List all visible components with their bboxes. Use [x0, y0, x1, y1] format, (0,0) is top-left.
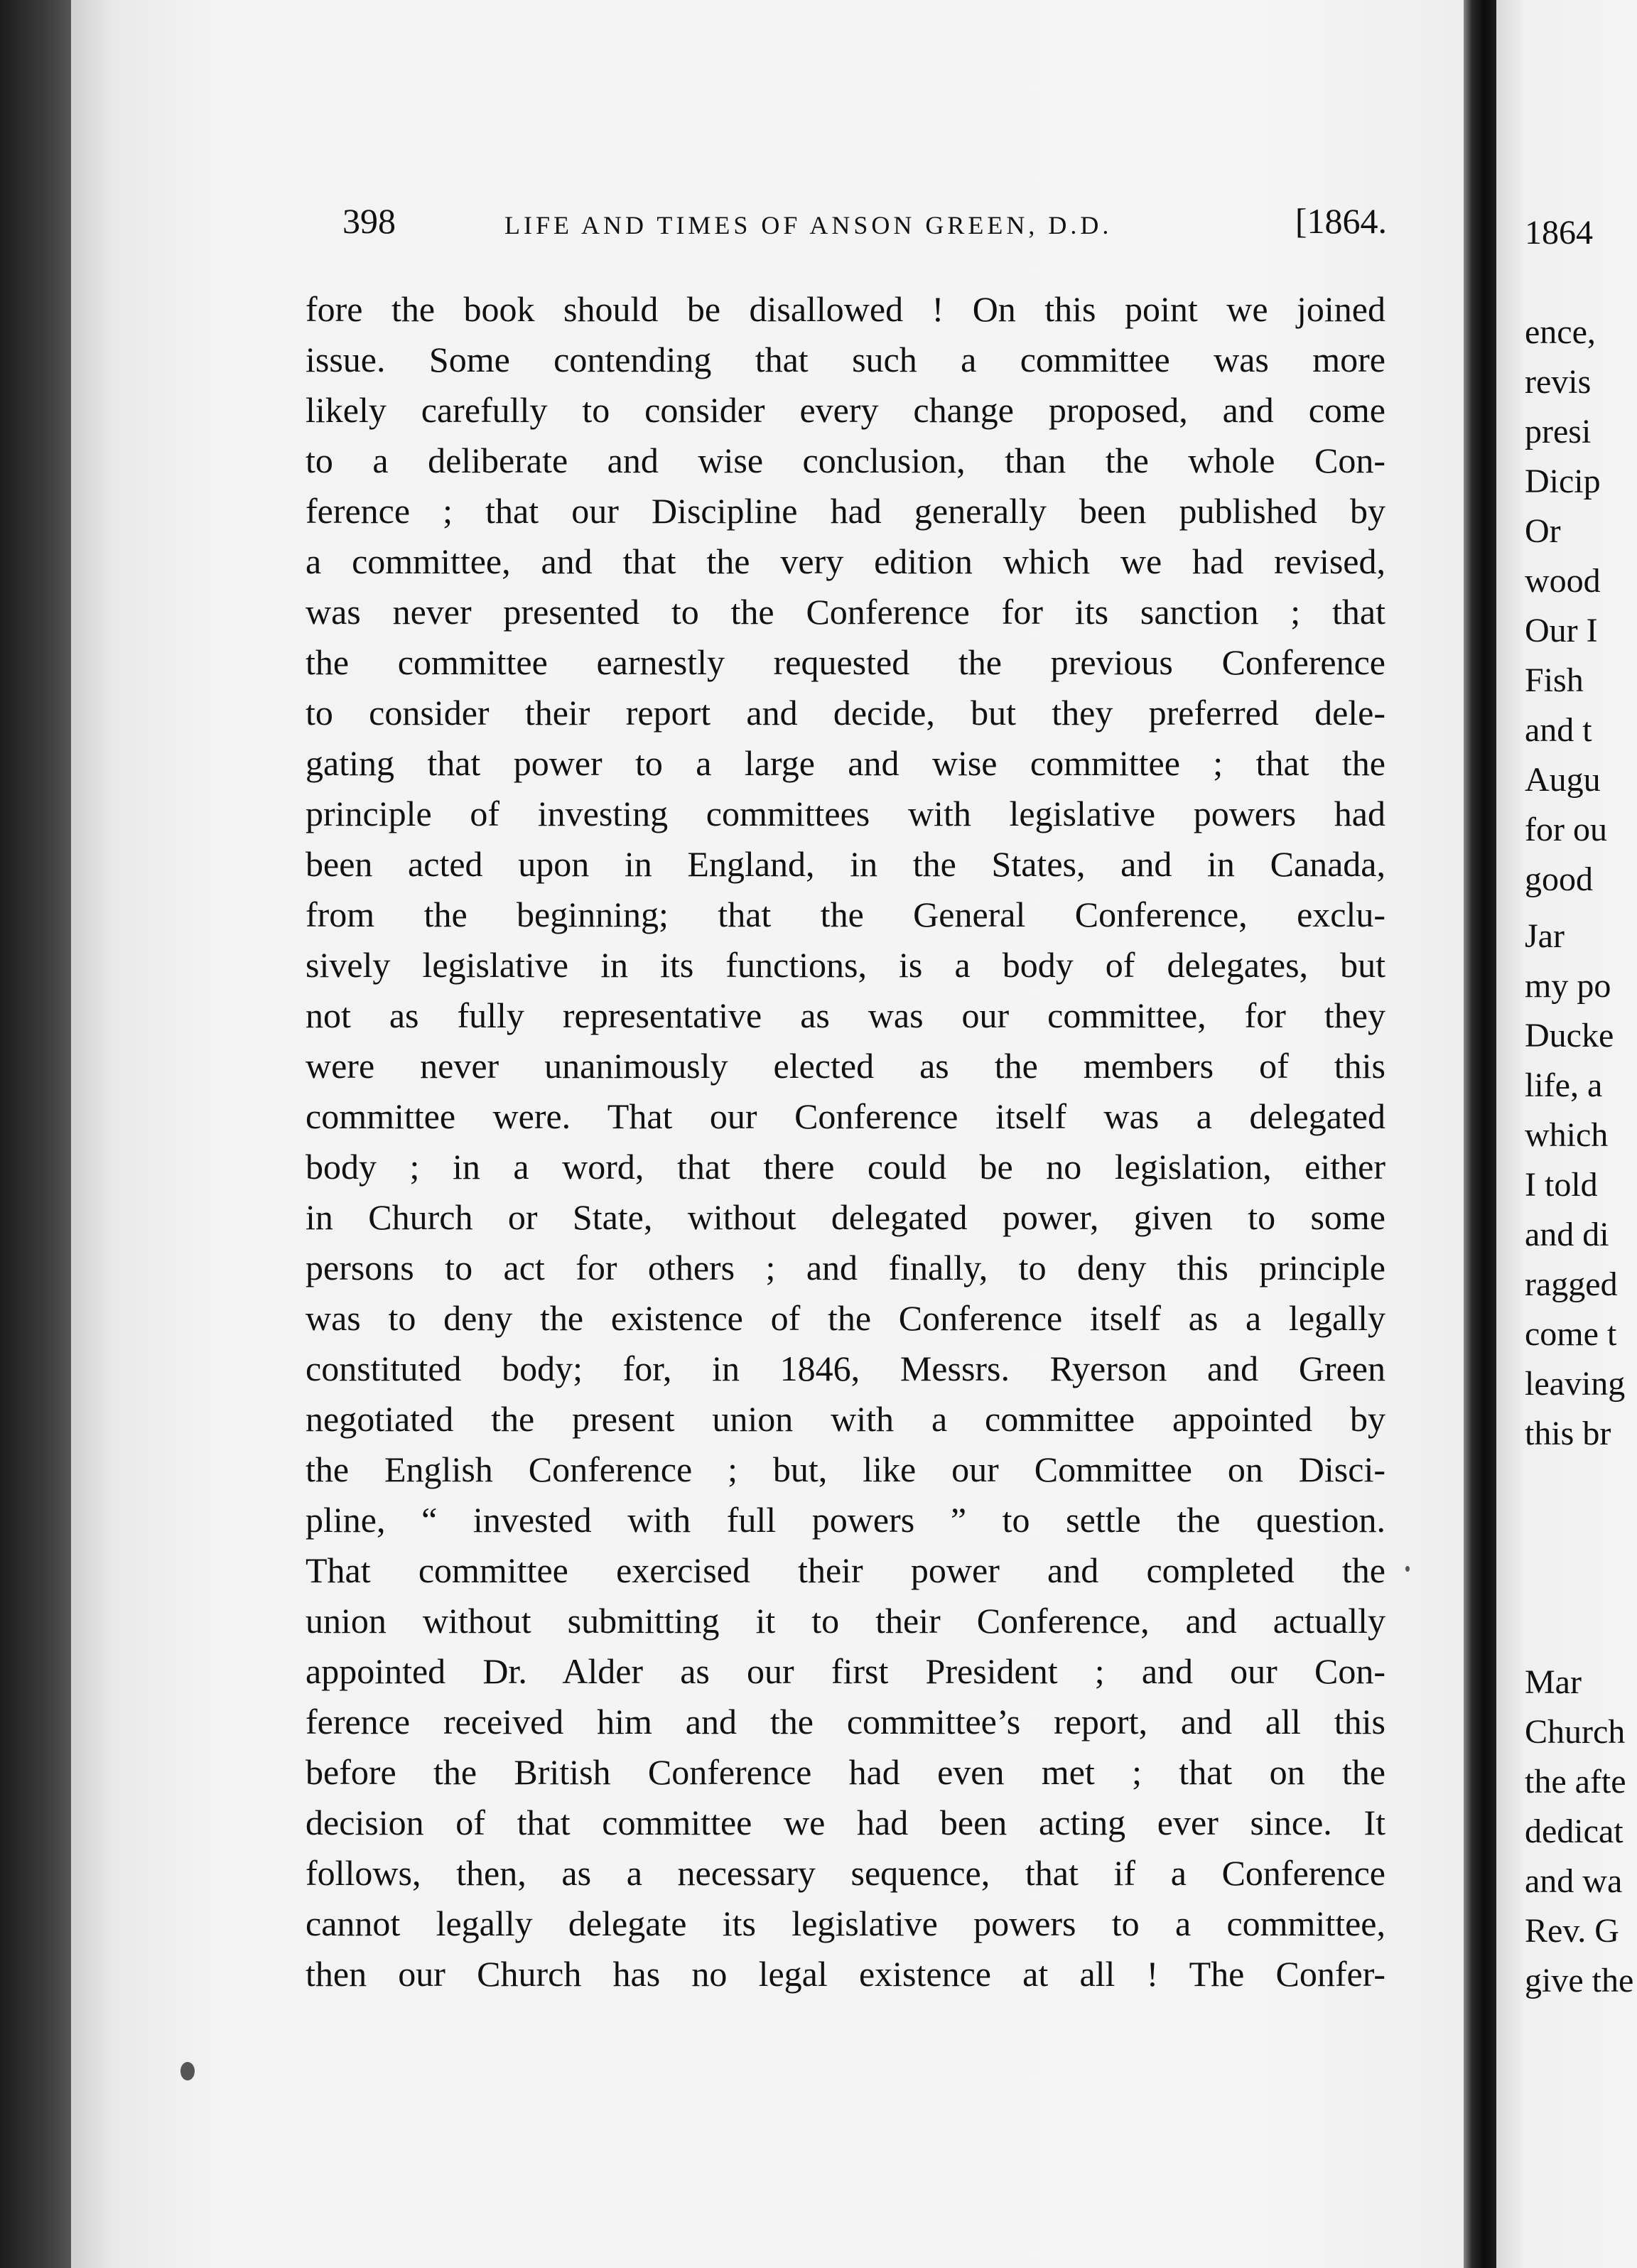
facing-page-line: life, a: [1525, 1066, 1603, 1104]
facing-page-line: revis: [1525, 363, 1592, 401]
body-line: gating that power to a large and wise committee ; that the: [306, 743, 1385, 783]
body-line: constituted body; for, in 1846, Messrs. Ryerson and Green: [306, 1349, 1385, 1388]
body-line: not as fully representative as was our committee, for they: [306, 995, 1385, 1035]
body-line: to a deliberate and wise conclusion, than the whole Con-: [306, 441, 1385, 480]
body-line: ference received him and the committee’s report, and all this: [306, 1702, 1385, 1742]
body-line: union without submitting it to their Conference, and actually: [306, 1601, 1385, 1641]
page-number: 398: [342, 201, 396, 241]
body-line: cannot legally delegate its legislative powers to a committee,: [306, 1904, 1385, 1943]
body-line: before the British Conference had even met ; that on the: [306, 1752, 1385, 1792]
facing-page-line: which: [1525, 1116, 1609, 1154]
body-line: negotiated the present union with a committee appointed by: [306, 1399, 1385, 1439]
body-line: the English Conference ; but, like our Committee on Disci-: [306, 1449, 1385, 1489]
facing-page-line: I told: [1525, 1166, 1598, 1204]
body-line: issue. Some contending that such a committee was more: [306, 340, 1385, 379]
facing-page-line: Jar: [1525, 917, 1565, 955]
running-title: LIFE AND TIMES OF ANSON GREEN, D.D.: [504, 211, 1113, 239]
facing-page-line: my po: [1525, 967, 1611, 1005]
scanner-edge-left: [0, 0, 71, 2268]
body-line: principle of investing committees with legislative powers had: [306, 794, 1385, 833]
scan-speck: [1405, 1566, 1410, 1572]
scan-speck: [180, 2062, 195, 2080]
facing-page-line: dedicat: [1525, 1813, 1624, 1850]
facing-page-line: Augu: [1525, 761, 1601, 799]
body-line: decision of that committee we had been acting ever since. It: [306, 1803, 1385, 1842]
body-line: body ; in a word, that there could be no legislation, either: [306, 1147, 1385, 1187]
body-line: been acted upon in England, in the States, and in Canada,: [306, 844, 1385, 884]
body-line: likely carefully to consider every change proposed, and come: [306, 390, 1385, 430]
body-line: appointed Dr. Alder as our first President ; and our Con-: [306, 1651, 1385, 1691]
body-line: from the beginning; that the General Conference, exclu-: [306, 895, 1385, 934]
body-line: was never presented to the Conference for its sanction ; that: [306, 592, 1385, 632]
facing-page-line: Mar: [1525, 1663, 1582, 1701]
body-line: committee were. That our Conference itself was a delegated: [306, 1096, 1385, 1136]
body-line: the committee earnestly requested the previous Conference: [306, 642, 1385, 682]
facing-page-line: leaving: [1525, 1365, 1626, 1403]
body-line: to consider their report and decide, but they preferred dele-: [306, 693, 1385, 733]
facing-page-line: come t: [1525, 1315, 1617, 1353]
body-line: sively legislative in its functions, is a body of delegates, but: [306, 945, 1385, 985]
page-header: [342, 200, 1387, 264]
facing-page-line: Fish: [1525, 662, 1584, 699]
facing-page-line: the afte: [1525, 1763, 1626, 1800]
facing-page-line: presi: [1525, 413, 1592, 450]
body-line: ference ; that our Discipline had generally been published by: [306, 491, 1385, 531]
facing-page-line: and t: [1525, 711, 1592, 749]
facing-page-line: and wa: [1525, 1862, 1623, 1900]
body-line: were never unanimously elected as the members of this: [306, 1046, 1385, 1086]
facing-page-line: Our I: [1525, 612, 1598, 649]
facing-page-line: Or: [1525, 512, 1561, 550]
body-line: then our Church has no legal existence at all ! The Confer-: [306, 1954, 1385, 1994]
facing-page-line: ragged: [1525, 1265, 1618, 1303]
body-line: in Church or State, without delegated power, given to some: [306, 1197, 1385, 1237]
facing-page-line: ence,: [1525, 313, 1596, 351]
facing-page-line: good: [1525, 860, 1593, 898]
facing-page-line: Church: [1525, 1713, 1626, 1751]
facing-page-line: Ducke: [1525, 1017, 1614, 1054]
facing-page-line: wood: [1525, 562, 1601, 600]
facing-page-line: Dicip: [1525, 463, 1601, 500]
facing-page-header: 1864: [1525, 214, 1593, 252]
facing-page-line: and di: [1525, 1216, 1609, 1253]
facing-page-line: this br: [1525, 1415, 1611, 1452]
body-line: That committee exercised their power and completed the: [306, 1550, 1385, 1590]
body-line: a committee, and that the very edition which we had revised,: [306, 541, 1385, 581]
book-gutter: [1464, 0, 1496, 2268]
body-line: was to deny the existence of the Conference itself as a legally: [306, 1298, 1385, 1338]
header-year: [1864.: [1295, 201, 1387, 241]
body-line: persons to act for others ; and finally, to deny this principle: [306, 1248, 1385, 1287]
body-text: [306, 284, 1385, 1999]
facing-page-line: give the: [1525, 1962, 1634, 1999]
body-line: pline, “ invested with full powers ” to settle the question.: [306, 1500, 1385, 1540]
facing-page-line: for ou: [1525, 811, 1607, 848]
facing-page-line: Rev. G: [1525, 1912, 1619, 1950]
body-line: fore the book should be disallowed ! On this point we joined: [306, 289, 1385, 329]
body-line: follows, then, as a necessary sequence, that if a Conference: [306, 1853, 1385, 1893]
facing-page: [1496, 0, 1637, 2268]
